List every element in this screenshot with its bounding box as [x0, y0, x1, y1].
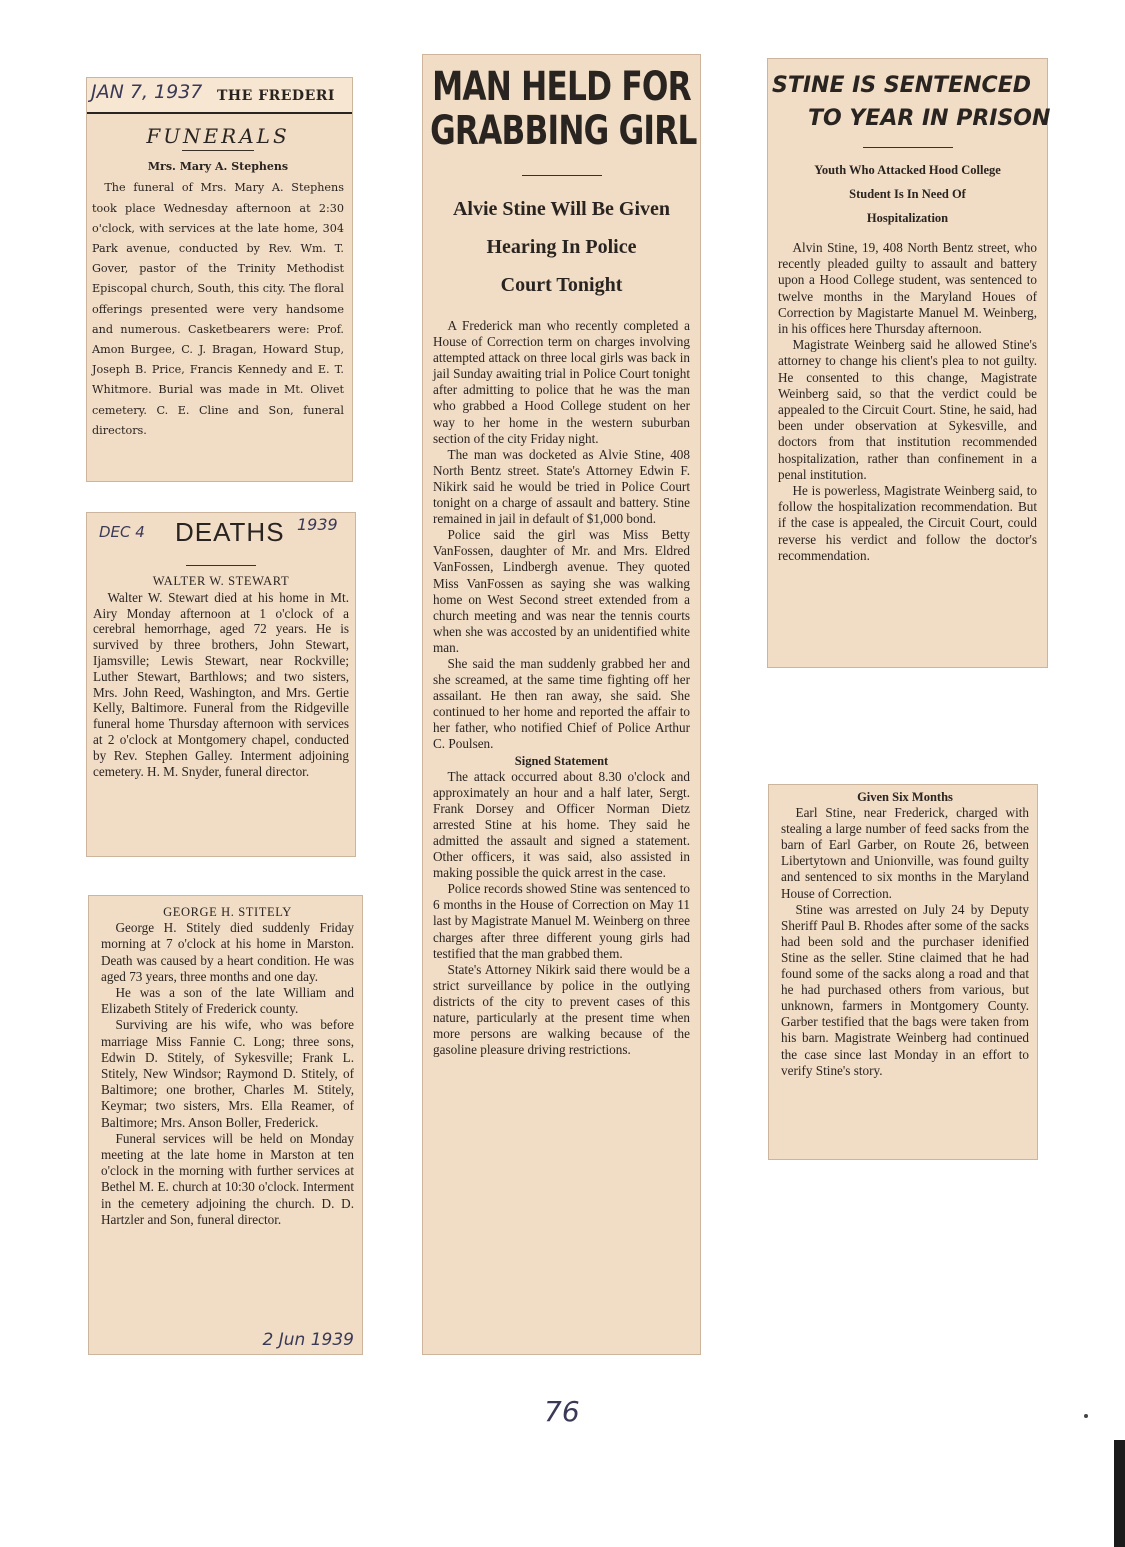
scan-edge — [1114, 1440, 1125, 1547]
paragraph: State's Attorney Nikirk said there would be a strict surveillance by police in the outlying districts of the city to prevent cases of this nature, particularly at the present time when more persons are walking because of the gasoline pleasure driving restrictions. — [433, 961, 690, 1058]
handwritten-date: 2 Jun 1939 — [262, 1329, 354, 1350]
headline — [772, 69, 1051, 135]
paragraph: Police said the girl was Miss Betty VanFossen, daughter of Mr. and Mrs. Eldred VanFossen, Lindbergh avenue. They quoted Miss VanFossen as saying she was walking home on West Second street extended from a church meeting and was near the tennis courts when she was accosted by an unidentified white man. — [433, 527, 690, 655]
funerals-clipping — [86, 77, 353, 482]
deck-line: Alvie Stine Will Be Given — [452, 198, 671, 220]
man-held-clipping — [422, 54, 701, 1355]
divider — [186, 565, 256, 566]
deck-line: Youth Who Attacked Hood College — [814, 163, 1001, 177]
deck-line: Court Tonight — [500, 274, 623, 296]
stine-sentenced-clipping — [767, 58, 1051, 668]
handwritten-date: DEC 4 — [99, 523, 145, 541]
section-heading: DEATHS — [175, 517, 285, 547]
paragraph: Stine was arrested on July 24 by Deputy Sheriff Paul B. Rhodes after some of the sacks had been sold and the purchaser idenified Stine as the seller. Stine claimed that he had found some of the sacks along a road and that he had purchased others from various, but unknown, farmers in Montgomery County. Garber testified that the bags were taken from his barn. Magistrate Weinberg had continued the case since last Monday in an effort to verify Stine's story. — [781, 901, 1029, 1078]
divider — [522, 175, 602, 176]
deck — [778, 158, 1037, 230]
deck — [433, 190, 690, 304]
headline — [430, 64, 697, 154]
section-heading: FUNERALS — [146, 124, 290, 148]
paragraph: He is powerless, Magistrate Weinberg said, to follow the hospitalization recommendation. But if the case is appealed, the Circuit Court, could reverse his verdict and follow the doctor's recommendation. — [778, 483, 1037, 563]
divider — [182, 150, 254, 151]
paragraph: The man was docketed as Alvie Stine, 408 North Bentz street. State's Attorney Edwin F. Nikirk said he would be tried in Police Court tonight on a charge of assault and battery. Stine remained in jail in default of $1,000 bond. — [433, 446, 690, 527]
deck-line: Hearing In Police — [486, 236, 637, 258]
paragraph: She said the man suddenly grabbed her and she screamed, at the same time fighting off her assailant. He then ran away, she said. She continued to her home and reported the affair to her father, who notified Chief of Police Arthur C. Poulsen. — [433, 655, 690, 752]
paragraph: George H. Stitely died suddenly Friday morning at 7 o'clock at his home in Marston. Death was caused by a heart condition. He was aged 73 years, three months and one day. — [101, 920, 354, 984]
paragraph: Magistrate Weinberg said he allowed Stine's attorney to change his client's plea to not guilty. He consented to this change, Magistrate Weinberg said, so that the verdict could be appealed to the Circuit Court. Stine, he said, had been under observation at Sykesville, and doctors from that institution recommended hospitalization, rather than confinement in a penal institution. — [778, 337, 1037, 482]
subhead: Given Six Months — [857, 790, 953, 804]
headline-line: TO YEAR IN PRISON — [808, 106, 1051, 131]
obituary-subhead: GEORGE H. STITELY — [163, 905, 292, 919]
headline-line: MAN HELD FOR — [432, 64, 691, 110]
article-body: Walter W. Stewart died at his home in Mt. Airy Monday afternoon at 1 o'clock of a cerebral hemorrhage, aged 72 years. He is survived by three brothers, John Stewart, Ijamsville; Lewis Stewart, near Rockville; Luther Stewart, Barthlows; and two sisters, Mrs. John Reed, Washington, and Mrs. Gertie Kelly, Baltimore. Funeral from the Ridgeville funeral home Thursday afternoon with services at 2 o'clock at Montgomery chapel, conducted by Rev. Stephen Galley. Interment adjoining cemetery. H. M. Snyder, funeral director. — [93, 589, 349, 779]
masthead-title: THE FREDERI — [217, 88, 335, 104]
article-body: The funeral of Mrs. Mary A. Stephens took place Wednesday afternoon at 2:30 o'clock, with services at the late home, 304 Park avenue, conducted by Rev. Wm. T. Gover, pastor of the Trinity Methodist Episcopal church, South, this city. The floral offerings presented were very handsome and numerous. Casketbearers were: Prof. Amon Burgee, C. J. Bragan, Howard Stup, Joseph B. Price, Francis Kennedy and E. T. Whitmore. Burial was made in Mt. Olivet cemetery. C. E. Cline and Son, funeral directors. — [92, 181, 344, 437]
scan-speck — [1084, 1414, 1088, 1418]
obituary-subhead: Mrs. Mary A. Stephens — [147, 160, 289, 174]
obituary-subhead: WALTER W. STEWART — [152, 574, 290, 588]
paragraph: Earl Stine, near Frederick, charged with stealing a large number of feed sacks from the barn of Earl Garber, on Route 26, between Libertytown and Unionville, was found guilty and sentenced to six months in the Maryland House of Correction. — [781, 805, 1029, 901]
paragraph: Surviving are his wife, who was before marriage Miss Fannie C. Long; three sons, Edwin D. Stitely, of Sykesville; Frank L. Stitely, New Windsor; Raymond D. Stitely, of Baltimore; one brother, Charles M. Stitely, Keymar; two sisters, Mrs. Ella Reamer, of Baltimore; Mrs. Anson Boller, Frederick. — [101, 1017, 354, 1130]
handwritten-year: 1939 — [297, 515, 338, 534]
paragraph: The attack occurred about 8.30 o'clock and approximately an hour and a half later, Sergt. Frank Dorsey and Officer Norman Dietz arrested Stine at his home. They said he admitted the assault and signed a statement. Other officers, it was said, also assisted in making possible the quick arrest in the case. — [433, 768, 690, 881]
paragraph: A Frederick man who recently completed a House of Correction term on charges involving attempted attack on three local girls was back in jail Sunday awaiting trial in Police Court tonight after admitting to police that he was the man who grabbed a Hood College student on her way to her home in the western suburban section of the city Friday night. — [433, 318, 690, 446]
headline-line: STINE IS SENTENCED — [772, 73, 1031, 98]
deck-line: Hospitalization — [866, 211, 949, 225]
paragraph: Alvin Stine, 19, 408 North Bentz street, who recently pleaded guilty to assault and battery upon a Hood College student, was sentenced to twelve months in the Maryland Houes of Correction by Magistarte Manuel M. Weinberg, in his offices here Thursday afternoon. — [778, 240, 1037, 337]
paragraph: Police records showed Stine was sentenced to 6 months in the House of Correction on May 11 last by Magistrate Manuel M. Weinberg on three charges after three different young girls had testified that the man grabbed them. — [433, 881, 690, 961]
deaths-header — [93, 513, 349, 565]
subhead: Signed Statement — [514, 753, 609, 768]
divider — [863, 147, 953, 148]
newspaper-masthead — [87, 78, 352, 114]
handwritten-date: JAN 7, 1937 — [91, 81, 203, 103]
page-number: 76 — [544, 1395, 580, 1428]
six-months-clipping — [768, 784, 1038, 1160]
paragraph: He was a son of the late William and Elizabeth Stitely of Frederick county. — [101, 985, 354, 1017]
headline-line: GRABBING GIRL — [430, 108, 697, 154]
deaths-clipping — [86, 512, 356, 857]
stitely-clipping — [88, 895, 363, 1355]
paragraph: Funeral services will be held on Monday meeting at the late home in Marston at ten o'clock in the morning with further services at Bethel M. E. church at 10:30 o'clock. Interment in the cemetery adjoining the church. D. D. Hartzler and Son, funeral director. — [101, 1130, 354, 1227]
deck-line: Student Is In Need Of — [849, 187, 966, 201]
